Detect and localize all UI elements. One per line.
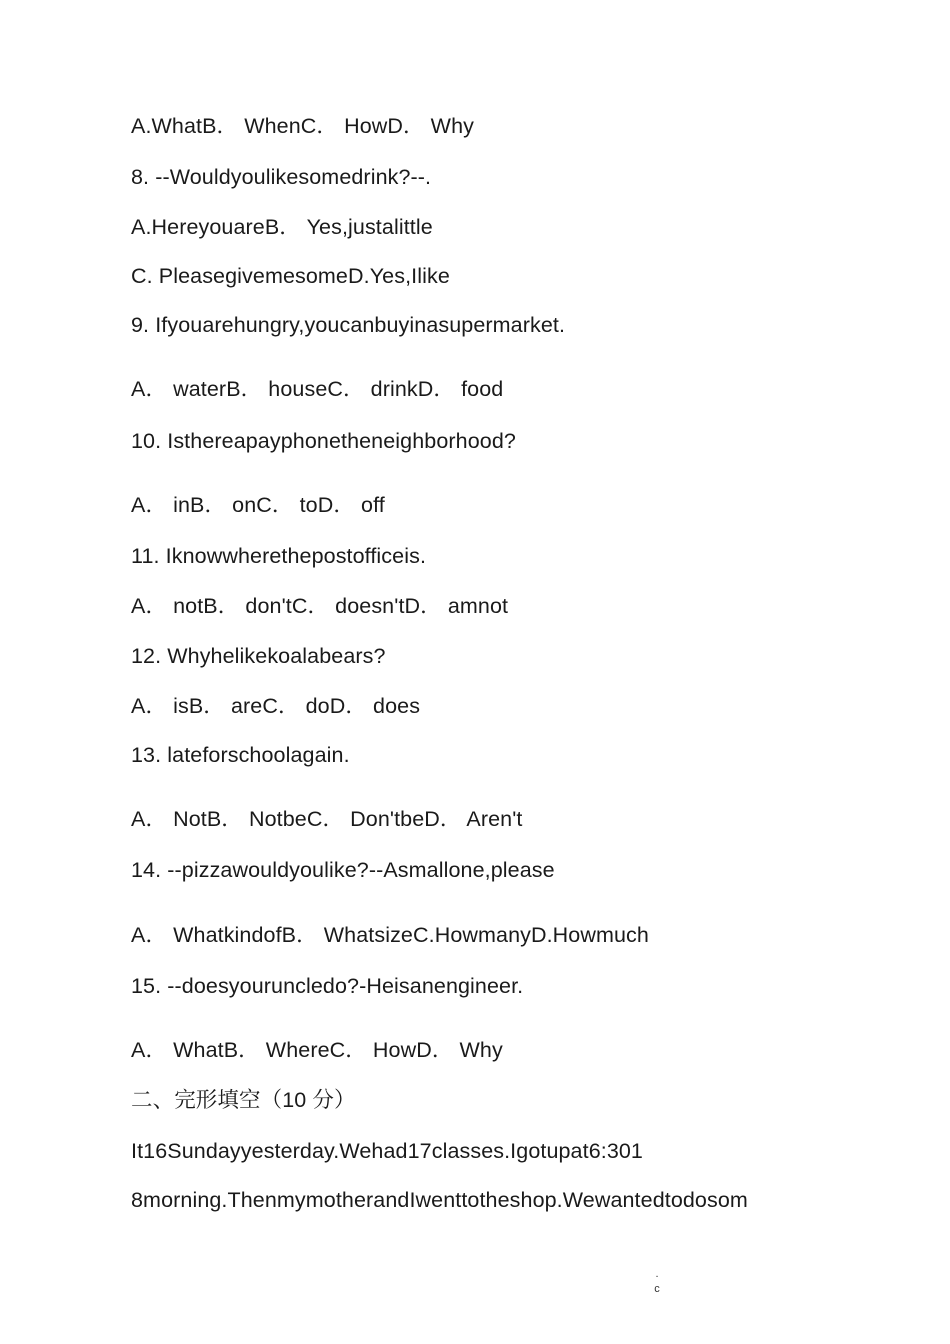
q15-options: A． WhatB． WhereC． HowD． Why bbox=[131, 1038, 503, 1062]
q8-options-cd: C. PleasegivemesomeD.Yes,Ilike bbox=[131, 264, 450, 288]
q15-question: 15. --doesyouruncledo?-Heisanengineer. bbox=[131, 974, 524, 998]
q9-question: 9. Ifyouarehungry,youcanbuyinasupermarket. bbox=[131, 313, 566, 337]
footer-dot: . bbox=[655, 1268, 659, 1280]
q11-question: 11. Iknowwherethepostofficeis. bbox=[131, 544, 427, 568]
q13-question: 13. lateforschoolagain. bbox=[131, 743, 350, 767]
q12-question: 12. Whyhelikekoalabears? bbox=[131, 644, 386, 668]
q10-question: 10. Isthereapayphonetheneighborhood? bbox=[131, 429, 516, 453]
q13-options: A． NotB． NotbeC． Don'tbeD． Aren't bbox=[131, 807, 523, 831]
q11-options: A． notB． don'tC． doesn'tD． amnot bbox=[131, 594, 509, 618]
q10-options: A． inB． onC． toD． off bbox=[131, 493, 385, 517]
q14-options: A． WhatkindofB． WhatsizeC.HowmanyD.Howmuch bbox=[131, 923, 649, 947]
q14-question: 14. --pizzawouldyoulike?--Asmallone,please bbox=[131, 858, 555, 882]
q7-options: A.WhatB． WhenC． HowD． Why bbox=[131, 114, 474, 138]
q12-options: A． isB． areC． doD． does bbox=[131, 694, 421, 718]
q9-options: A． waterB． houseC． drinkD． food bbox=[131, 377, 504, 401]
section-heading: 二、完形填空（10 分） bbox=[131, 1088, 356, 1112]
cloze-passage-line-2: 8morning.ThenmymotherandIwenttotheshop.Wewantedtodosom bbox=[131, 1188, 748, 1212]
footer-mark: c bbox=[654, 1283, 660, 1295]
q8-question: 8. --Wouldyoulikesomedrink?--. bbox=[131, 165, 432, 189]
cloze-passage-line-1: It16Sundayyesterday.Wehad17classes.Igotupat6:301 bbox=[131, 1139, 643, 1163]
q8-options-ab: A.HereyouareB． Yes,justalittle bbox=[131, 215, 433, 239]
